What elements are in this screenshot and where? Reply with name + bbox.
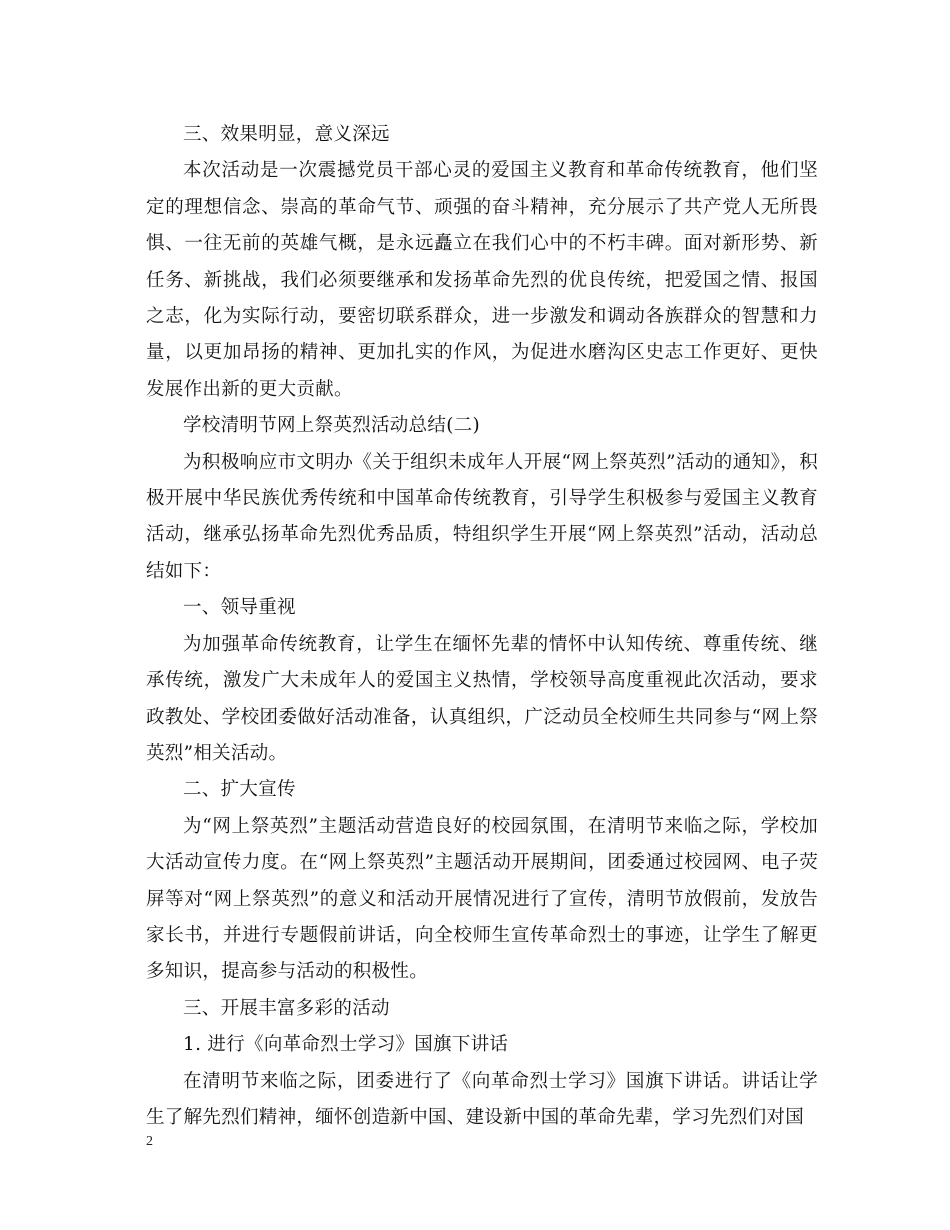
section-heading-publicity: 二、扩大宣传: [183, 779, 296, 801]
list-item-heading: 1. 进行《向革命烈士学习》国旗下讲话: [183, 1034, 509, 1056]
document-body: [146, 117, 818, 1136]
page-number: 2: [146, 1134, 153, 1149]
body-paragraph: 为加强革命传统教育，让学生在缅怀先辈的情怀中认知传统、尊重传统、继承传统，激发广大未成年人的爱国主义热情，学校领导高度重视此次活动，要求政教处、学校团委做好活动准备，认真组织，广泛动员全校师生共同参与“网上祭英烈”相关活动。: [146, 633, 818, 764]
section-heading-activities: 三、开展丰富多彩的活动: [183, 997, 390, 1019]
body-paragraph: 为积极响应市文明办《关于组织未成年人开展“网上祭英烈”活动的通知》，积极开展中华民族优秀传统和中国革命传统教育，引导学生积极参与爱国主义教育活动，继承弘扬革命先烈优秀品质，特组织学生开展“网上祭英烈”活动，活动总结如下：: [146, 451, 818, 582]
section-heading-effects: 三、效果明显，意义深远: [183, 124, 390, 145]
body-paragraph: 在清明节来临之际，团委进行了《向革命烈士学习》国旗下讲话。讲话让学生了解先烈们精神，缅怀创造新中国、建设新中国的革命先辈，学习先烈们对国: [146, 1070, 818, 1128]
body-paragraph: 为“网上祭英烈”主题活动营造良好的校园氛围，在清明节来临之际，学校加大活动宣传力度。在“网上祭英烈”主题活动开展期间，团委通过校园网、电子荧屏等对“网上祭英烈”的意义和活动开展情况进行了宣传，清明节放假前，发放告家长书，并进行专题假前讲话，向全校师生宣传革命烈士的事迹，让学生了解更多知识，提高参与活动的积极性。: [146, 815, 818, 983]
body-paragraph: 本次活动是一次震撼党员干部心灵的爱国主义教育和革命传统教育，他们坚定的理想信念、崇高的革命气节、顽强的奋斗精神，充分展示了共产党人无所畏惧、一往无前的英雄气概，是永远矗立在我们心中的不朽丰碑。面对新形势、新任务、新挑战，我们必须要继承和发扬革命先烈的优良传统，把爱国之情、报国之志，化为实际行动，要密切联系群众，进一步激发和调动各族群众的智慧和力量，以更加昂扬的精神、更加扎实的作风，为促进水磨沟区史志工作更好、更快发展作出新的更大贡献。: [146, 160, 818, 400]
section-heading-leadership: 一、领导重视: [183, 597, 296, 619]
document-subtitle: 学校清明节网上祭英烈活动总结(二): [183, 415, 481, 437]
